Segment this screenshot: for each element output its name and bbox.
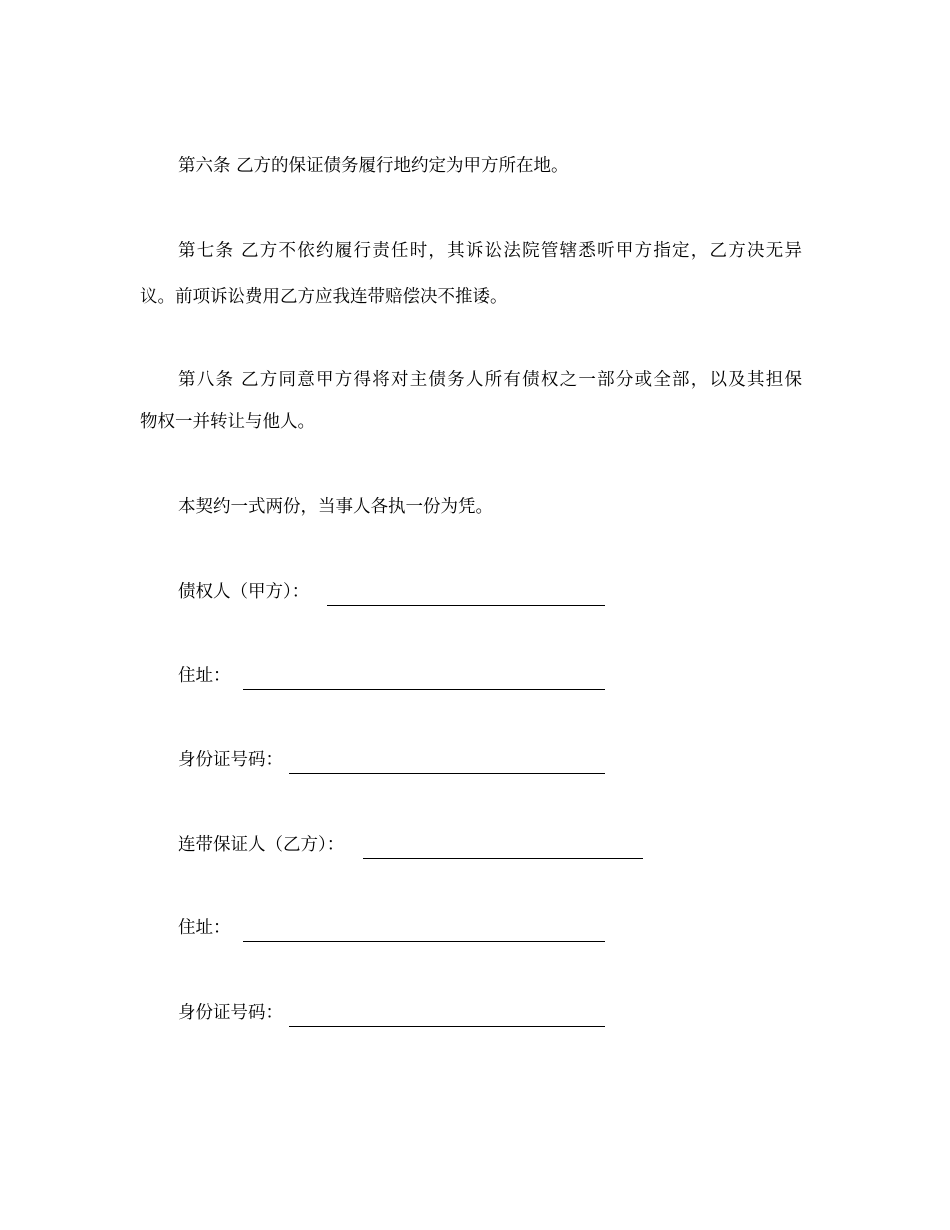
creditor-id-label: 身份证号码： <box>178 750 283 770</box>
guarantor-label: 连带保证人（乙方）： <box>178 835 345 855</box>
guarantor-address-field[interactable] <box>243 941 605 942</box>
creditor-signature-field[interactable] <box>327 605 605 606</box>
article-8-line-2: 物权一并转让与他人。 <box>140 412 315 432</box>
creditor-label: 债权人（甲方）： <box>178 582 310 602</box>
guarantor-id-label: 身份证号码： <box>178 1003 283 1023</box>
guarantor-signature-row <box>178 835 648 859</box>
guarantor-signature-field[interactable] <box>363 858 643 859</box>
article-8-line-1: 第八条 乙方同意甲方得将对主债务人所有债权之一部分或全部，以及其担保 <box>178 370 802 390</box>
copies-clause: 本契约一式两份，当事人各执一份为凭。 <box>178 497 493 517</box>
guarantor-id-row <box>178 1003 608 1027</box>
guarantor-address-label: 住址： <box>178 918 231 938</box>
article-7-line-1: 第七条 乙方不依约履行责任时，其诉讼法院管辖悉听甲方指定，乙方决无异 <box>178 241 802 261</box>
article-6-line-1: 第六条 乙方的保证债务履行地约定为甲方所在地。 <box>178 156 569 176</box>
creditor-address-row <box>178 666 608 690</box>
creditor-address-label: 住址： <box>178 666 231 686</box>
creditor-address-field[interactable] <box>243 689 605 690</box>
guarantor-id-field[interactable] <box>289 1026 605 1027</box>
creditor-id-row <box>178 750 608 774</box>
creditor-signature-row <box>178 582 608 606</box>
creditor-id-field[interactable] <box>289 773 605 774</box>
guarantor-address-row <box>178 918 608 942</box>
article-7-line-2: 议。前项诉讼费用乙方应我连带赔偿决不推诿。 <box>140 287 508 307</box>
